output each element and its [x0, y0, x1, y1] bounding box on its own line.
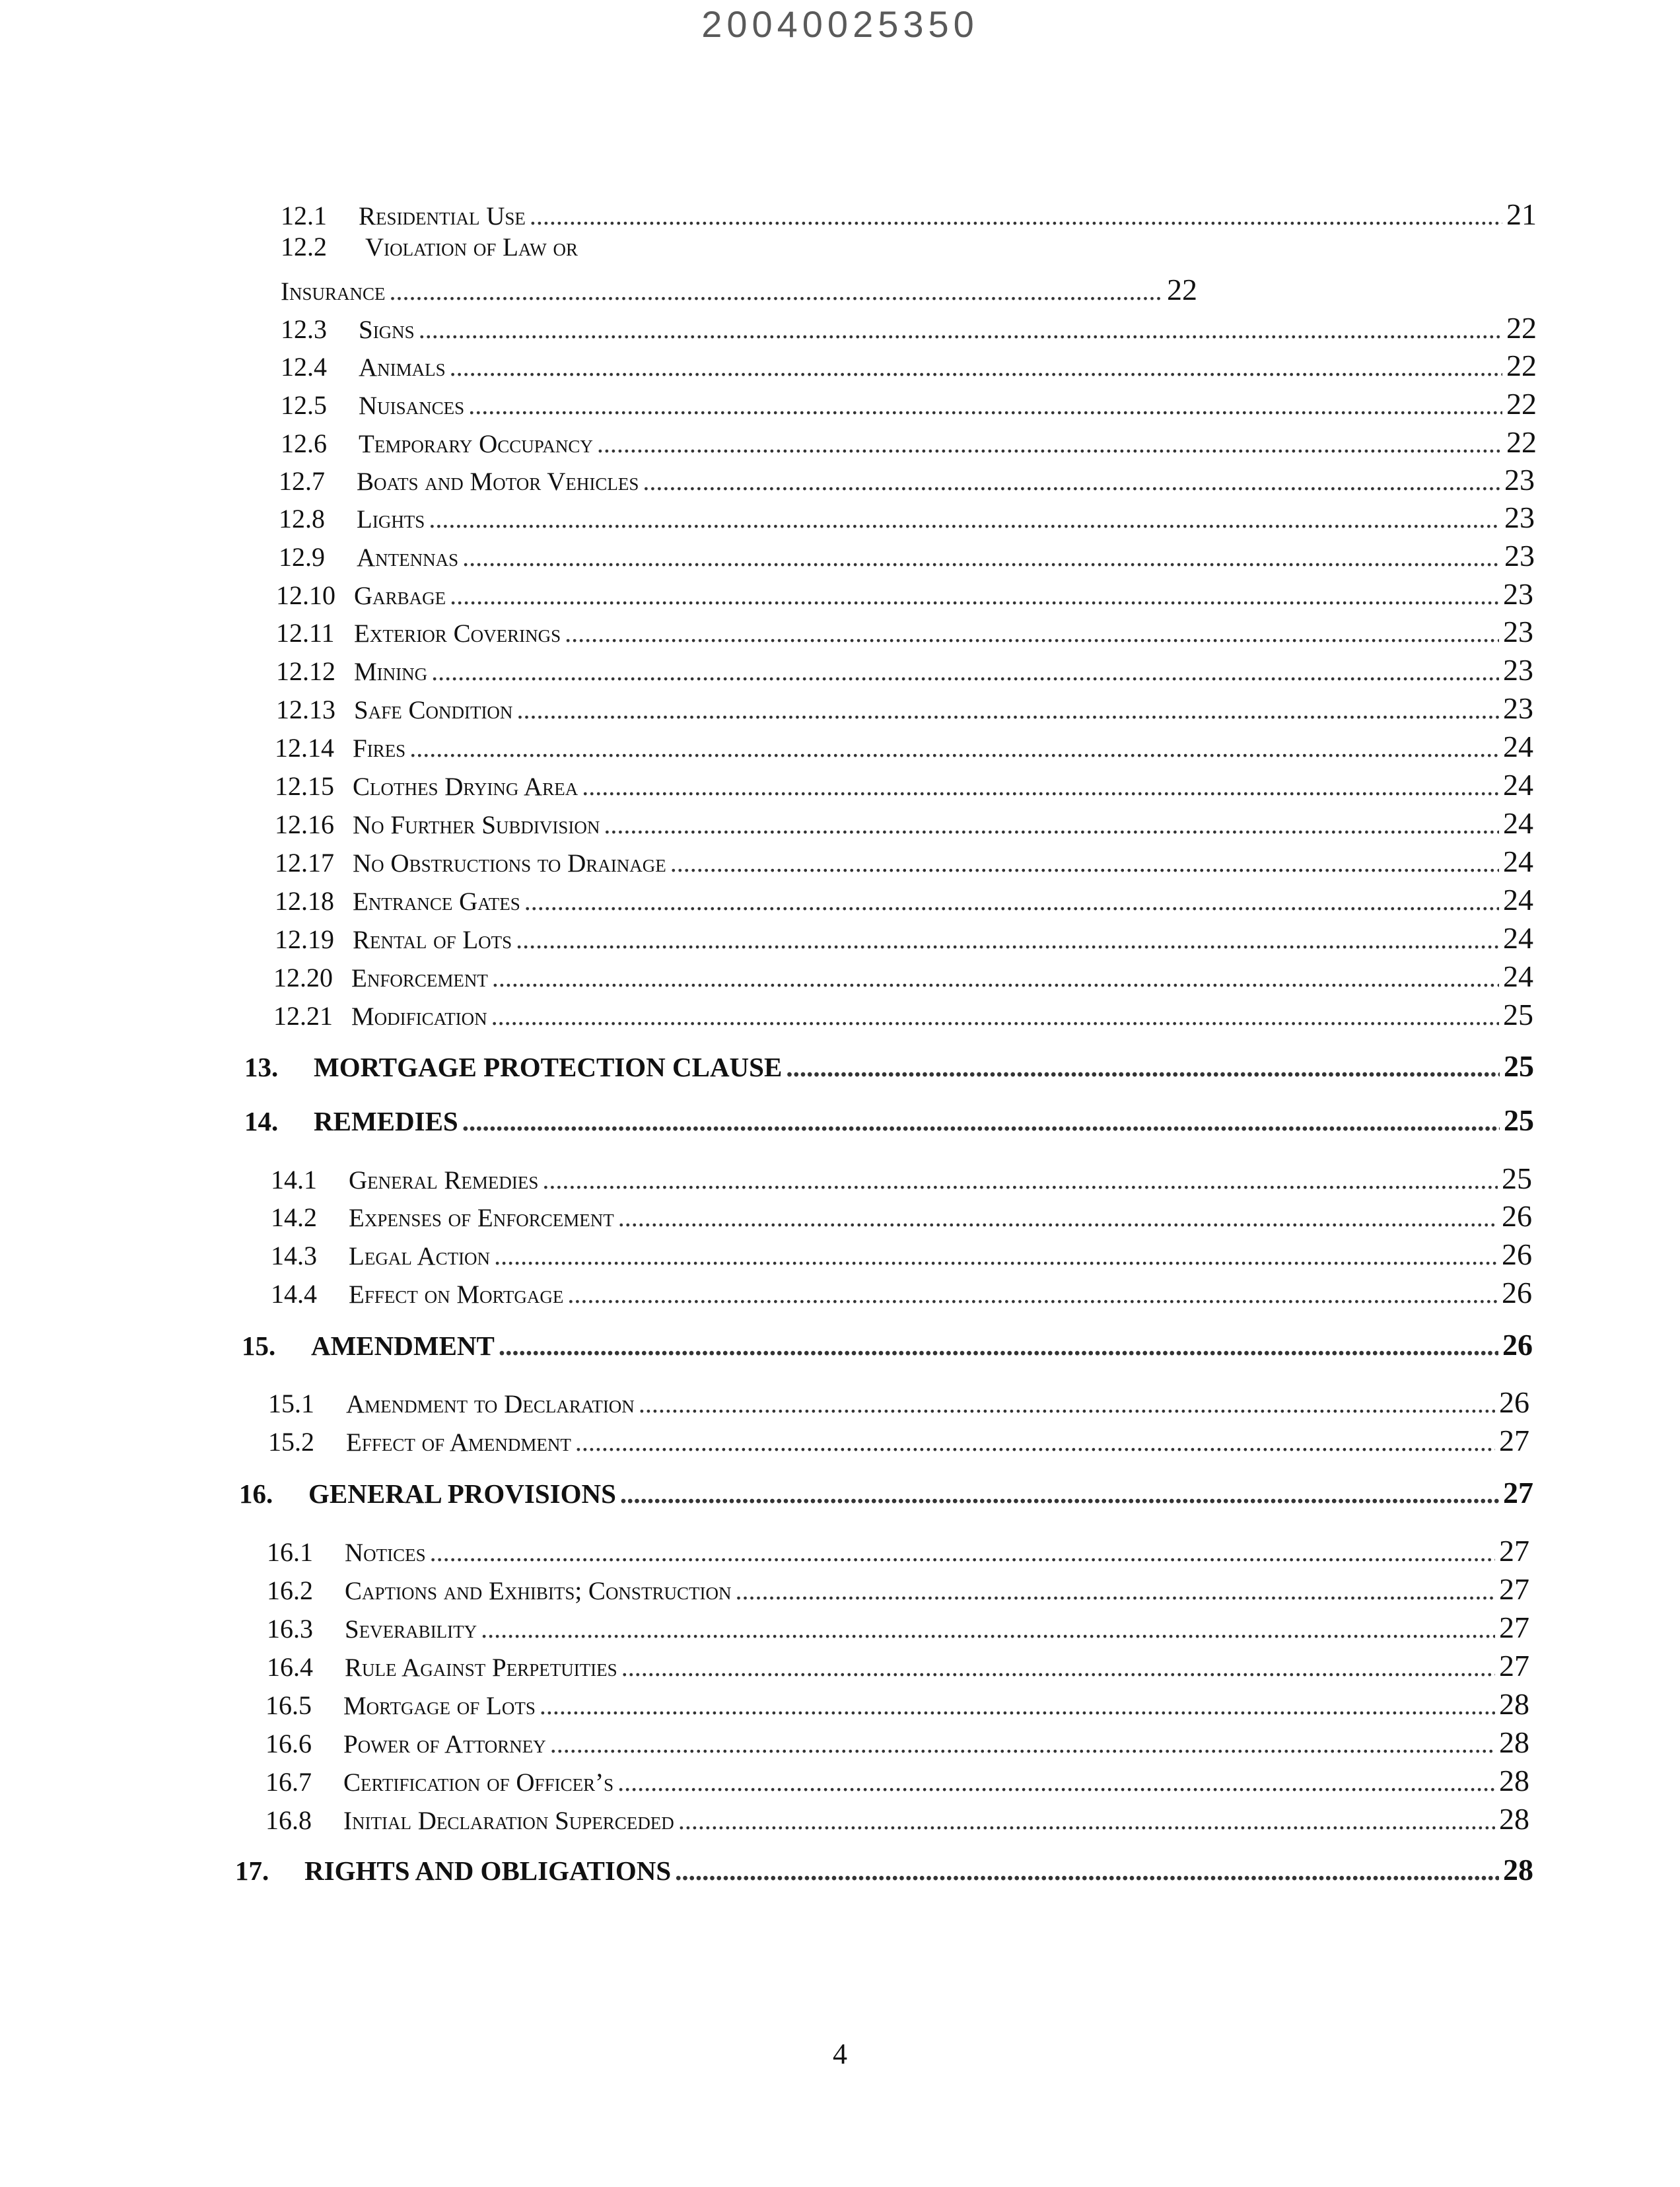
- toc-entry-title: Nuisances: [359, 392, 465, 420]
- toc-entry: [275, 920, 1533, 955]
- toc-entry-page: 23: [1503, 653, 1533, 687]
- toc-entry-number: 16.8: [265, 1805, 312, 1835]
- toc-entry-title: Violation of Law or: [365, 233, 578, 261]
- toc-entry-page: 26: [1502, 1237, 1532, 1271]
- toc-entry-title: Signs: [359, 316, 415, 344]
- toc-entry: [267, 1648, 1529, 1683]
- toc-entry-title: Exterior Coverings: [354, 619, 561, 648]
- toc-entry-title: Enforcement: [351, 964, 488, 992]
- toc-dot-leader: [450, 580, 1499, 611]
- toc-entry-number: 16.6: [265, 1729, 312, 1758]
- toc-entry-title: Fires: [353, 734, 406, 763]
- toc-entry-number: 12.2: [281, 232, 327, 261]
- toc-entry: [273, 997, 1533, 1032]
- toc-entry-page: 25: [1504, 1049, 1534, 1083]
- toc-entry-page: 25: [1502, 1162, 1532, 1195]
- toc-entry: [271, 1198, 1532, 1233]
- toc-entry-page: 26: [1502, 1199, 1532, 1233]
- toc-dot-leader: [670, 847, 1499, 878]
- toc-entry-page: 28: [1499, 1725, 1529, 1759]
- toc-entry-number: 12.15: [275, 771, 334, 801]
- toc-entry-title: Mining: [354, 658, 428, 686]
- toc-entry: [275, 729, 1533, 764]
- toc-entry-page: 22: [1167, 273, 1197, 306]
- toc-entry-page: 24: [1503, 883, 1533, 917]
- toc-entry-title: Legal Action: [349, 1242, 491, 1270]
- toc-dot-leader: [575, 1426, 1495, 1457]
- toc-entry-page: 22: [1506, 311, 1537, 345]
- toc-entry-title: Expenses of Enforcement: [349, 1204, 614, 1232]
- toc-entry: [265, 1725, 1529, 1760]
- toc-entry-title: General Remedies: [349, 1166, 539, 1195]
- toc-entry-page: 26: [1502, 1328, 1533, 1362]
- toc-entry: [276, 652, 1533, 687]
- toc-entry-number: 12.3: [281, 314, 327, 344]
- toc-entry-page: 27: [1499, 1424, 1529, 1457]
- toc-entry-number: 15.: [242, 1331, 276, 1361]
- page-number: 4: [833, 2038, 847, 2070]
- toc-entry-title: Boats and Motor Vehicles: [357, 468, 639, 496]
- toc-dot-leader: [409, 732, 1499, 763]
- toc-dot-leader: [516, 694, 1499, 725]
- toc-entry-title: Notices: [345, 1539, 426, 1567]
- toc-entry: [267, 1610, 1529, 1645]
- toc-entry-title: Certification of Officer’s: [343, 1768, 614, 1797]
- toc-entry-title: Amendment to Declaration: [346, 1390, 635, 1418]
- toc-entry-page: 22: [1506, 425, 1537, 459]
- toc-dot-leader: [639, 1388, 1495, 1419]
- toc-entry-title: Initial Declaration Superceded: [343, 1807, 674, 1835]
- toc-entry-title: Safe Condition: [354, 696, 513, 724]
- toc-entry-title: Effect of Amendment: [346, 1428, 571, 1457]
- toc-dot-leader: [530, 200, 1502, 231]
- toc-entry-page: 24: [1503, 921, 1533, 955]
- toc-dot-leader: [516, 924, 1499, 955]
- toc-entry-number: 12.21: [273, 1001, 333, 1031]
- toc-dot-leader: [524, 885, 1499, 917]
- toc-entry-page: 28: [1499, 1802, 1529, 1836]
- toc-entry-number: 12.9: [279, 542, 325, 572]
- toc-entry: [268, 1385, 1529, 1420]
- toc-dot-leader: [643, 466, 1500, 497]
- toc-dot-leader: [450, 351, 1502, 382]
- toc-dot-leader: [582, 771, 1499, 802]
- toc-section-entry: [242, 1327, 1533, 1362]
- toc-dot-leader: [491, 1000, 1499, 1031]
- toc-entry-page: 27: [1503, 1476, 1533, 1510]
- toc-dot-leader: [617, 1766, 1495, 1797]
- toc-entry: [279, 538, 1535, 573]
- toc-entry-page: 22: [1506, 349, 1537, 382]
- toc-entry-title: Lights: [357, 505, 425, 534]
- toc-entry: [265, 1763, 1529, 1798]
- toc-dot-leader: [492, 962, 1499, 993]
- toc-entry-page: 24: [1503, 730, 1533, 763]
- toc-entry-page: 28: [1499, 1764, 1529, 1797]
- toc-entry-number: 14.: [244, 1106, 279, 1136]
- toc-dot-leader: [540, 1690, 1495, 1721]
- toc-entry-number: 16.3: [267, 1614, 313, 1644]
- toc-dot-leader: [786, 1051, 1500, 1083]
- toc-entry-page: 21: [1506, 197, 1537, 231]
- toc-entry-page: 27: [1499, 1534, 1529, 1568]
- toc-entry-number: 16.: [239, 1478, 273, 1509]
- toc-entry-number: 17.: [235, 1856, 269, 1886]
- toc-entry-number: 12.12: [276, 656, 335, 686]
- toc-entry-number: 15.1: [268, 1389, 314, 1418]
- toc-entry-page: 28: [1499, 1687, 1529, 1721]
- toc-dot-leader: [468, 390, 1502, 421]
- toc-dot-leader: [550, 1728, 1495, 1759]
- toc-section-entry: [239, 1475, 1533, 1510]
- toc-entry-page: 28: [1503, 1853, 1533, 1887]
- toc-dot-leader: [429, 503, 1500, 534]
- toc-entry: [271, 1237, 1532, 1272]
- document-number: 20040025350: [701, 3, 979, 45]
- toc-entry-title: MORTGAGE PROTECTION CLAUSE: [314, 1052, 783, 1082]
- toc-entry: [281, 310, 1537, 345]
- toc-entry-title: Captions and Exhibits; Construction: [345, 1577, 732, 1605]
- toc-entry-number: 14.4: [271, 1279, 317, 1309]
- toc-entry-page: 24: [1503, 845, 1533, 878]
- toc-entry: [281, 272, 1197, 307]
- toc-entry-title: Severability: [345, 1615, 477, 1644]
- toc-entry-title: RIGHTS AND OBLIGATIONS: [304, 1856, 672, 1886]
- toc-entry-title: Effect on Mortgage: [349, 1280, 564, 1309]
- toc-section-entry: [244, 1049, 1534, 1084]
- toc-entry: [281, 386, 1537, 421]
- toc-entry-number: 16.7: [265, 1767, 312, 1797]
- toc-entry-title: No Obstructions to Drainage: [353, 849, 666, 878]
- toc-dot-leader: [565, 617, 1499, 648]
- toc-entry-number: 12.20: [273, 963, 333, 992]
- toc-entry: [271, 1161, 1532, 1196]
- toc-entry-number: 12.17: [275, 848, 334, 878]
- toc-entry-number: 12.10: [276, 580, 335, 610]
- toc-entry-line1: [281, 231, 578, 262]
- toc-dot-leader: [678, 1805, 1495, 1836]
- toc-entry-title: Temporary Occupancy: [359, 430, 593, 458]
- toc-entry-number: 14.3: [271, 1241, 317, 1270]
- toc-entry-page: 23: [1504, 501, 1535, 534]
- toc-entry-number: 12.5: [281, 390, 327, 420]
- toc-entry-title-continued: Insurance: [281, 277, 386, 306]
- toc-entry: [281, 425, 1537, 460]
- toc-entry: [267, 1572, 1529, 1607]
- toc-entry-page: 24: [1503, 768, 1533, 802]
- toc-entry-page: 24: [1503, 806, 1533, 840]
- toc-entry-title: Clothes Drying Area: [353, 773, 578, 801]
- toc-entry-number: 14.2: [271, 1202, 317, 1232]
- toc-dot-leader: [431, 656, 1499, 687]
- toc-dot-leader: [735, 1575, 1495, 1606]
- toc-entry-number: 12.19: [275, 924, 334, 954]
- toc-entry-number: 16.5: [265, 1690, 312, 1720]
- toc-entry-page: 23: [1504, 463, 1535, 497]
- toc-entry: [281, 197, 1537, 232]
- toc-dot-leader: [494, 1240, 1498, 1271]
- toc-entry: [276, 614, 1533, 649]
- toc-entry-number: 12.4: [281, 352, 327, 382]
- toc-entry-number: 12.18: [275, 886, 334, 916]
- toc-entry-page: 25: [1504, 1103, 1534, 1137]
- toc-section-entry: [244, 1103, 1534, 1138]
- toc-entry-title: Animals: [359, 353, 446, 382]
- toc-entry-number: 12.14: [275, 733, 334, 763]
- toc-entry: [279, 462, 1535, 497]
- toc-entry-title: Rule Against Perpetuities: [345, 1653, 617, 1682]
- toc-dot-leader: [430, 1537, 1495, 1568]
- toc-entry-number: 16.4: [267, 1652, 313, 1682]
- toc-entry-page: 24: [1503, 959, 1533, 993]
- toc-entry-title: Modification: [351, 1002, 487, 1031]
- toc-entry-page: 22: [1506, 387, 1537, 421]
- toc-entry-number: 13.: [244, 1052, 279, 1082]
- toc-dot-leader: [567, 1278, 1498, 1309]
- toc-entry-number: 12.6: [281, 429, 327, 458]
- toc-entry-page: 23: [1503, 691, 1533, 725]
- toc-dot-leader: [675, 1855, 1499, 1887]
- toc-entry: [275, 767, 1533, 802]
- toc-entry-title: Power of Attorney: [343, 1730, 546, 1758]
- toc-entry-title: Mortgage of Lots: [343, 1692, 536, 1720]
- toc-entry: [273, 959, 1533, 994]
- toc-entry-title: Residential Use: [359, 202, 526, 230]
- toc-dot-leader: [499, 1330, 1498, 1362]
- toc-entry-page: 26: [1499, 1385, 1529, 1419]
- toc-dot-leader: [604, 809, 1499, 840]
- toc-dot-leader: [618, 1202, 1498, 1233]
- toc-entry-number: 12.1: [281, 201, 327, 230]
- toc-entry-title: GENERAL PROVISIONS: [308, 1478, 616, 1509]
- toc-entry-title: Garbage: [354, 582, 446, 610]
- toc-entry-number: 16.1: [267, 1537, 313, 1567]
- toc-entry: [276, 691, 1533, 726]
- toc-entry-number: 12.7: [279, 466, 325, 496]
- toc-dot-leader: [542, 1164, 1498, 1195]
- toc-entry: [265, 1801, 1529, 1836]
- toc-entry: [281, 348, 1537, 383]
- toc-entry-title: Rental of Lots: [353, 926, 512, 954]
- toc-entry-number: 12.11: [276, 618, 335, 648]
- toc-entry-title: No Further Subdivision: [353, 811, 600, 839]
- toc-dot-leader: [620, 1478, 1499, 1510]
- toc-entry-page: 27: [1499, 1572, 1529, 1606]
- toc-dot-leader: [621, 1651, 1495, 1683]
- toc-entry: [265, 1686, 1529, 1721]
- toc-entry-page: 25: [1503, 998, 1533, 1031]
- toc-dot-leader: [597, 428, 1502, 459]
- toc-entry: [275, 806, 1533, 841]
- toc-entry-number: 12.8: [279, 504, 325, 534]
- toc-entry-number: 14.1: [271, 1165, 317, 1195]
- toc-entry-page: 27: [1499, 1649, 1529, 1683]
- toc-entry: [267, 1533, 1529, 1568]
- toc-entry-page: 26: [1502, 1276, 1532, 1309]
- toc-entry-number: 16.2: [267, 1576, 313, 1605]
- toc-entry-title: Entrance Gates: [353, 887, 520, 916]
- toc-entry-number: 12.16: [275, 810, 334, 839]
- toc-entry-title: Antennas: [357, 543, 459, 572]
- toc-dot-leader: [462, 541, 1500, 573]
- toc-entry-page: 23: [1504, 539, 1535, 573]
- toc-dot-leader: [419, 314, 1502, 345]
- toc-entry: [276, 576, 1533, 611]
- toc-entry-number: 12.13: [276, 695, 335, 724]
- toc-entry-page: 23: [1503, 577, 1533, 611]
- toc-section-entry: [235, 1852, 1533, 1887]
- toc-dot-leader: [481, 1613, 1495, 1644]
- toc-entry-title: REMEDIES: [314, 1106, 458, 1136]
- toc-entry-title: AMENDMENT: [311, 1331, 495, 1361]
- toc-entry: [275, 882, 1533, 917]
- toc-entry-page: 23: [1503, 615, 1533, 648]
- toc-entry-page: 27: [1499, 1611, 1529, 1644]
- toc-dot-leader: [462, 1105, 1500, 1137]
- toc-dot-leader: [390, 275, 1163, 306]
- toc-entry-number: 15.2: [268, 1427, 314, 1457]
- toc-entry: [279, 500, 1535, 535]
- toc-entry: [275, 844, 1533, 879]
- toc-entry: [268, 1423, 1529, 1458]
- toc-entry: [271, 1275, 1532, 1310]
